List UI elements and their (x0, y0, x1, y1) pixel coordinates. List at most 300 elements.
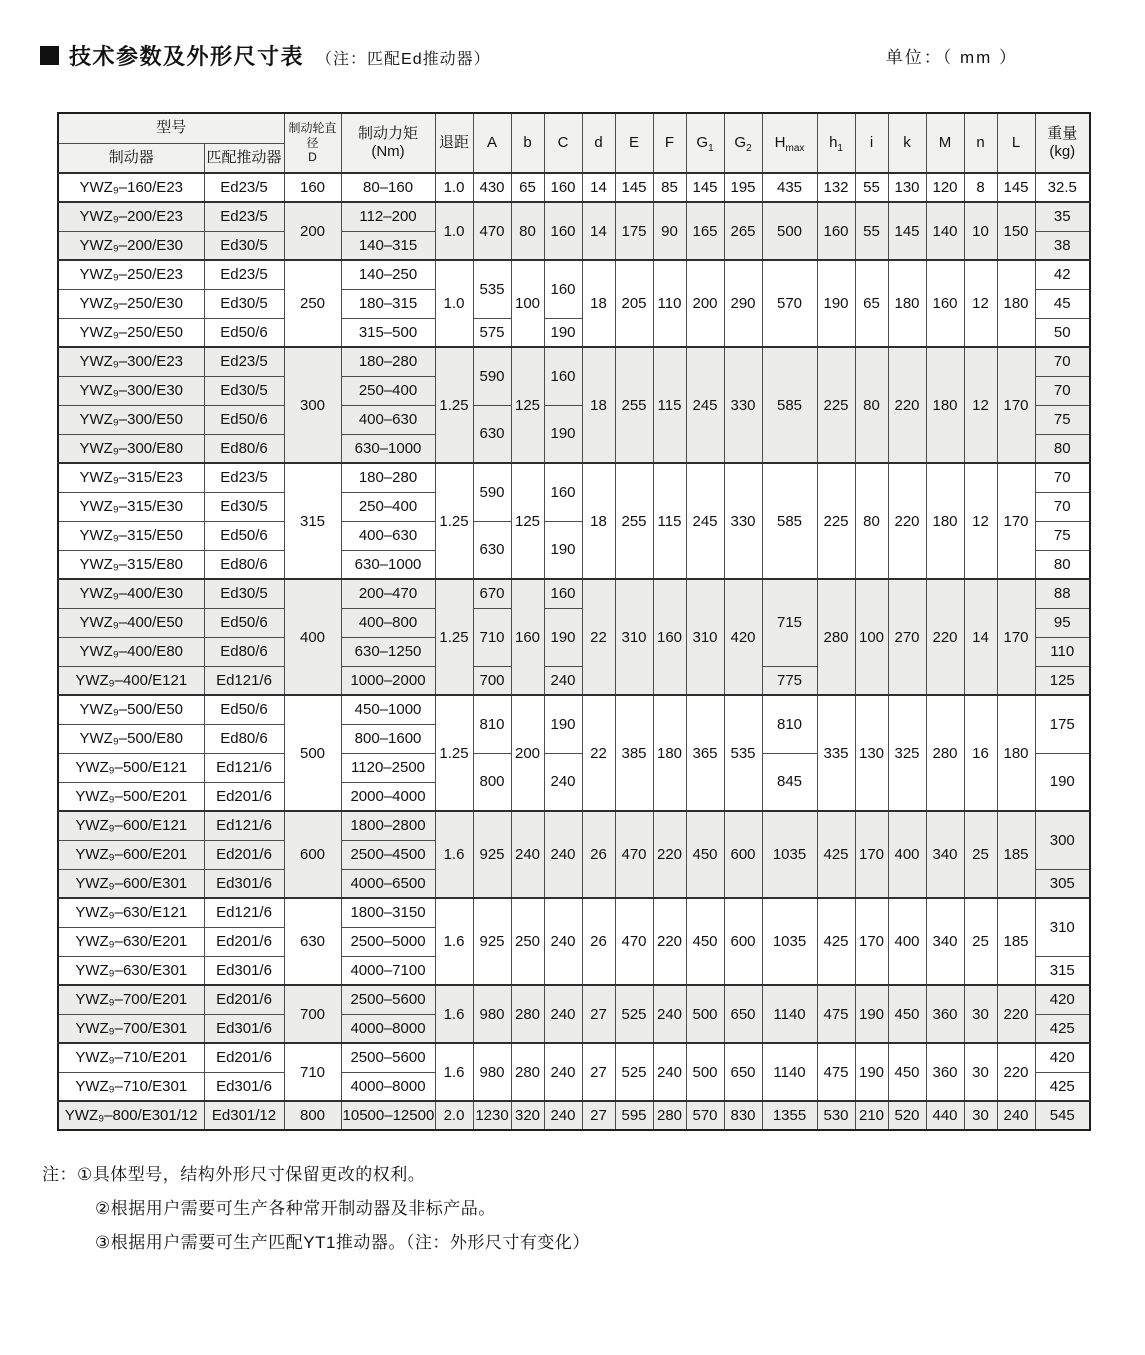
table-cell: 30 (964, 1101, 997, 1130)
table-cell: 160 (544, 347, 582, 405)
table-cell: 2.0 (435, 1101, 473, 1130)
table-cell: 810 (473, 695, 511, 753)
col-header-C: C (544, 113, 582, 173)
table-cell: 700 (473, 666, 511, 695)
table-cell: 240 (544, 753, 582, 811)
table-cell: 165 (686, 202, 724, 260)
table-cell: 330 (724, 463, 762, 579)
table-cell: 810 (762, 695, 817, 753)
table-cell: 320 (511, 1101, 544, 1130)
table-cell: Ed30/5 (204, 579, 284, 608)
table-cell: 800–1600 (341, 724, 435, 753)
table-cell: 400 (284, 579, 341, 695)
table-cell: 525 (615, 985, 653, 1043)
table-cell: 240 (544, 666, 582, 695)
model-cell: YWZ₉–315/E30 (58, 492, 204, 521)
table-cell: 265 (724, 202, 762, 260)
table-cell: 240 (544, 985, 582, 1043)
table-cell: 385 (615, 695, 653, 811)
table-cell: 45 (1035, 289, 1090, 318)
table-row (58, 695, 1090, 724)
table-cell: 255 (615, 463, 653, 579)
table-cell: Ed50/6 (204, 608, 284, 637)
table-cell: 26 (582, 811, 615, 898)
table-cell: 630 (284, 898, 341, 985)
table-cell: 590 (473, 347, 511, 405)
model-cell: YWZ₉–315/E50 (58, 521, 204, 550)
table-cell: 30 (964, 985, 997, 1043)
table-cell: 65 (855, 260, 888, 347)
table-cell: 450 (888, 1043, 926, 1101)
table-cell: 670 (473, 579, 511, 608)
col-header-weight: 重量 (kg) (1035, 113, 1090, 173)
table-cell: 16 (964, 695, 997, 811)
table-cell: 190 (1035, 753, 1090, 811)
table-cell: 475 (817, 985, 855, 1043)
table-cell: 42 (1035, 260, 1090, 289)
table-cell: 12 (964, 347, 997, 463)
table-cell: 190 (544, 695, 582, 753)
table-cell: 160 (653, 579, 686, 695)
table-cell: 595 (615, 1101, 653, 1130)
table-cell: 190 (544, 608, 582, 666)
table-cell: 55 (855, 173, 888, 202)
table-cell: 190 (817, 260, 855, 347)
col-header-L: L (997, 113, 1035, 173)
model-cell: YWZ₉–300/E23 (58, 347, 204, 376)
table-cell: 290 (724, 260, 762, 347)
table-cell: 170 (855, 898, 888, 985)
table-cell: 475 (817, 1043, 855, 1101)
table-cell: 18 (582, 463, 615, 579)
table-cell: 2000–4000 (341, 782, 435, 811)
table-cell: 310 (615, 579, 653, 695)
table-cell: 1.25 (435, 695, 473, 811)
table-cell: Ed301/6 (204, 956, 284, 985)
table-cell: 1.6 (435, 985, 473, 1043)
table-cell: 220 (888, 463, 926, 579)
col-header-model: 型号 (58, 113, 284, 143)
table-cell: Ed80/6 (204, 724, 284, 753)
table-cell: 1230 (473, 1101, 511, 1130)
table-cell: 1140 (762, 985, 817, 1043)
model-cell: YWZ₉–250/E23 (58, 260, 204, 289)
table-cell: 1035 (762, 898, 817, 985)
table-cell: Ed301/6 (204, 1014, 284, 1043)
table-cell: Ed301/6 (204, 1072, 284, 1101)
table-cell: Ed23/5 (204, 260, 284, 289)
col-header-k: k (888, 113, 926, 173)
table-cell: 2500–5600 (341, 985, 435, 1014)
model-cell: YWZ₉–800/E301/12 (58, 1101, 204, 1130)
model-cell: YWZ₉–315/E80 (58, 550, 204, 579)
table-cell: 50 (1035, 318, 1090, 347)
spec-table (57, 112, 1091, 1131)
table-cell: 22 (582, 579, 615, 695)
table-cell: Ed301/6 (204, 869, 284, 898)
table-cell: 530 (817, 1101, 855, 1130)
table-cell: 220 (653, 898, 686, 985)
table-cell: 175 (1035, 695, 1090, 753)
table-cell: 132 (817, 173, 855, 202)
table-cell: 650 (724, 1043, 762, 1101)
table-cell: 1800–2800 (341, 811, 435, 840)
table-cell: 190 (544, 405, 582, 463)
model-cell: YWZ₉–315/E23 (58, 463, 204, 492)
table-cell: 35 (1035, 202, 1090, 231)
table-cell: 240 (544, 898, 582, 985)
col-header-i: i (855, 113, 888, 173)
table-cell: 1.0 (435, 260, 473, 347)
table-cell: 250–400 (341, 492, 435, 521)
col-header-G1: $G_1$ (686, 113, 724, 173)
table-cell: 185 (997, 811, 1035, 898)
table-cell: 315 (284, 463, 341, 579)
table-cell: 220 (997, 1043, 1035, 1101)
table-cell: 18 (582, 347, 615, 463)
table-cell: Ed121/6 (204, 811, 284, 840)
table-cell: 535 (724, 695, 762, 811)
table-cell: 2500–4500 (341, 840, 435, 869)
col-header-torque: 制动力矩 (Nm) (341, 113, 435, 173)
table-cell: Ed121/6 (204, 898, 284, 927)
col-header-M: M (926, 113, 964, 173)
table-cell: 130 (888, 173, 926, 202)
table-cell: 710 (473, 608, 511, 666)
model-cell: YWZ₉–160/E23 (58, 173, 204, 202)
table-cell: 80 (855, 463, 888, 579)
table-cell: 85 (653, 173, 686, 202)
table-cell: 145 (686, 173, 724, 202)
table-cell: Ed23/5 (204, 173, 284, 202)
table-cell: 32.5 (1035, 173, 1090, 202)
model-cell: YWZ₉–700/E201 (58, 985, 204, 1014)
table-cell: 180 (653, 695, 686, 811)
model-cell: YWZ₉–400/E121 (58, 666, 204, 695)
table-cell: 225 (817, 347, 855, 463)
table-cell: 280 (817, 579, 855, 695)
table-row (58, 579, 1090, 608)
table-cell: 190 (855, 985, 888, 1043)
table-cell: 845 (762, 753, 817, 811)
model-cell: YWZ₉–700/E301 (58, 1014, 204, 1043)
table-cell: Ed121/6 (204, 753, 284, 782)
table-cell: 10 (964, 202, 997, 260)
col-header-brake: 制动器 (58, 143, 204, 173)
table-cell: 30 (964, 1043, 997, 1101)
table-cell: 1000–2000 (341, 666, 435, 695)
model-cell: YWZ₉–250/E30 (58, 289, 204, 318)
table-cell: 190 (855, 1043, 888, 1101)
table-cell: 170 (997, 347, 1035, 463)
table-cell: 715 (762, 579, 817, 666)
table-cell: 140–250 (341, 260, 435, 289)
table-cell: 75 (1035, 521, 1090, 550)
col-header-thruster: 匹配推动器 (204, 143, 284, 173)
table-cell: 8 (964, 173, 997, 202)
table-cell: 710 (284, 1043, 341, 1101)
table-cell: 200–470 (341, 579, 435, 608)
table-cell: 27 (582, 1101, 615, 1130)
table-cell: 450–1000 (341, 695, 435, 724)
table-cell: 22 (582, 695, 615, 811)
table-cell: 500 (284, 695, 341, 811)
model-cell: YWZ₉–600/E121 (58, 811, 204, 840)
page-title: 技术参数及外形尺寸表 (69, 44, 305, 69)
table-row (58, 463, 1090, 492)
table-cell: 1800–3150 (341, 898, 435, 927)
table-cell: 90 (653, 202, 686, 260)
table-cell: 240 (653, 1043, 686, 1101)
table-cell: 170 (997, 463, 1035, 579)
col-header-d: d (582, 113, 615, 173)
table-cell: 205 (615, 260, 653, 347)
model-cell: YWZ₉–400/E30 (58, 579, 204, 608)
table-cell: 180–280 (341, 347, 435, 376)
table-cell: 95 (1035, 608, 1090, 637)
table-cell: 27 (582, 1043, 615, 1101)
table-cell: 4000–8000 (341, 1014, 435, 1043)
table-cell: 4000–8000 (341, 1072, 435, 1101)
table-cell: Ed30/5 (204, 492, 284, 521)
model-cell: YWZ₉–400/E50 (58, 608, 204, 637)
table-cell: 925 (473, 811, 511, 898)
col-header-E: E (615, 113, 653, 173)
table-cell: 220 (926, 579, 964, 695)
table-cell: 170 (855, 811, 888, 898)
table-cell: 315–500 (341, 318, 435, 347)
table-cell: 80 (1035, 434, 1090, 463)
table-cell: 70 (1035, 376, 1090, 405)
table-cell: 160 (817, 202, 855, 260)
table-cell: 180–315 (341, 289, 435, 318)
table-cell: 160 (511, 579, 544, 695)
table-row (58, 173, 1090, 202)
model-cell: YWZ₉–630/E201 (58, 927, 204, 956)
table-cell: 200 (686, 260, 724, 347)
table-cell: 12 (964, 463, 997, 579)
table-cell: 245 (686, 347, 724, 463)
table-cell: 280 (926, 695, 964, 811)
table-row (58, 202, 1090, 231)
table-header (58, 113, 1090, 173)
table-cell: 14 (582, 202, 615, 260)
table-cell: 125 (511, 463, 544, 579)
model-cell: YWZ₉–500/E50 (58, 695, 204, 724)
table-cell: 800 (473, 753, 511, 811)
table-cell: 1.6 (435, 898, 473, 985)
table-cell: 200 (511, 695, 544, 811)
table-cell: 420 (1035, 985, 1090, 1014)
table-cell: 1.6 (435, 811, 473, 898)
table-cell: 180 (888, 260, 926, 347)
table-cell: 315 (1035, 956, 1090, 985)
table-cell: 470 (615, 811, 653, 898)
table-cell: 360 (926, 985, 964, 1043)
model-cell: YWZ₉–300/E50 (58, 405, 204, 434)
table-cell: 1355 (762, 1101, 817, 1130)
table-row (58, 1101, 1090, 1130)
model-cell: YWZ₉–630/E121 (58, 898, 204, 927)
table-cell: 80–160 (341, 173, 435, 202)
table-cell: 80 (855, 347, 888, 463)
table-cell: 1.25 (435, 347, 473, 463)
table-cell: 100 (855, 579, 888, 695)
table-cell: 430 (473, 173, 511, 202)
table-cell: 1.25 (435, 463, 473, 579)
table-cell: 575 (473, 318, 511, 347)
table-cell: Ed30/5 (204, 376, 284, 405)
table-row (58, 1043, 1090, 1072)
table-cell: Ed201/6 (204, 1043, 284, 1072)
table-cell: 400–630 (341, 405, 435, 434)
col-header-G2: $G_2$ (724, 113, 762, 173)
table-cell: 400 (888, 898, 926, 985)
table-row (58, 260, 1090, 289)
table-cell: 160 (544, 202, 582, 260)
table-cell: 335 (817, 695, 855, 811)
table-cell: 160 (284, 173, 341, 202)
table-cell: 110 (653, 260, 686, 347)
table-cell: Ed50/6 (204, 521, 284, 550)
model-cell: YWZ₉–500/E201 (58, 782, 204, 811)
table-cell: 310 (686, 579, 724, 695)
table-cell: Ed50/6 (204, 318, 284, 347)
table-cell: 240 (511, 811, 544, 898)
table-cell: 470 (473, 202, 511, 260)
table-row (58, 347, 1090, 376)
table-cell: 600 (284, 811, 341, 898)
table-cell: 1.0 (435, 202, 473, 260)
table-cell: 250–400 (341, 376, 435, 405)
table-cell: 450 (686, 811, 724, 898)
table-cell: 65 (511, 173, 544, 202)
note-item: ③根据用户需要可生产匹配YT1推动器。（注：外形尺寸有变化） (95, 1233, 590, 1252)
table-cell: 525 (615, 1043, 653, 1101)
table-cell: 280 (653, 1101, 686, 1130)
table-cell: 300 (1035, 811, 1090, 869)
model-cell: YWZ₉–600/E201 (58, 840, 204, 869)
table-cell: 520 (888, 1101, 926, 1130)
table-cell: Ed80/6 (204, 637, 284, 666)
table-cell: 220 (888, 347, 926, 463)
title-row (40, 40, 1103, 71)
table-cell: 115 (653, 463, 686, 579)
table-cell: 130 (855, 695, 888, 811)
table-row (58, 985, 1090, 1014)
table-cell: 925 (473, 898, 511, 985)
table-cell: 200 (284, 202, 341, 260)
table-cell: 400 (888, 811, 926, 898)
table-cell: 500 (686, 1043, 724, 1101)
table-cell: 180–280 (341, 463, 435, 492)
table-cell: 300 (284, 347, 341, 463)
table-cell: 425 (817, 898, 855, 985)
header-row (58, 113, 1090, 143)
unit-label: 单位：（ mm ） (885, 48, 1018, 67)
table-cell: 14 (582, 173, 615, 202)
table-cell: 18 (582, 260, 615, 347)
table-cell: 1035 (762, 811, 817, 898)
table-cell: 160 (544, 260, 582, 318)
page-title-note: （注：匹配Ed推动器） (316, 51, 491, 68)
table-cell: 470 (615, 898, 653, 985)
table-cell: 160 (544, 463, 582, 521)
table-cell: 630 (473, 405, 511, 463)
table-cell: 115 (653, 347, 686, 463)
model-cell: YWZ₉–710/E301 (58, 1072, 204, 1101)
table-cell: Ed30/5 (204, 289, 284, 318)
table-cell: 585 (762, 463, 817, 579)
table-cell: 14 (964, 579, 997, 695)
table-cell: Ed121/6 (204, 666, 284, 695)
table-cell: 160 (544, 173, 582, 202)
table-cell: 125 (1035, 666, 1090, 695)
table-cell: 245 (686, 463, 724, 579)
table-cell: 585 (762, 347, 817, 463)
model-cell: YWZ₉–630/E301 (58, 956, 204, 985)
table-cell: 255 (615, 347, 653, 463)
table-cell: 450 (888, 985, 926, 1043)
model-cell: YWZ₉–500/E121 (58, 753, 204, 782)
table-cell: Ed301/12 (204, 1101, 284, 1130)
col-header-n: n (964, 113, 997, 173)
note-label: 注： (42, 1165, 77, 1184)
table-cell: 210 (855, 1101, 888, 1130)
table-cell: 425 (1035, 1014, 1090, 1043)
table-cell: 180 (926, 463, 964, 579)
model-cell: YWZ₉–500/E80 (58, 724, 204, 753)
table-cell: 175 (615, 202, 653, 260)
table-cell: Ed23/5 (204, 347, 284, 376)
table-cell: 140–315 (341, 231, 435, 260)
table-row (58, 898, 1090, 927)
table-cell: 250 (284, 260, 341, 347)
table-cell: 2500–5600 (341, 1043, 435, 1072)
table-cell: Ed50/6 (204, 695, 284, 724)
table-cell: 55 (855, 202, 888, 260)
table-cell: 310 (1035, 898, 1090, 956)
table-cell: 225 (817, 463, 855, 579)
table-cell: 330 (724, 347, 762, 463)
table-cell: 25 (964, 898, 997, 985)
table-cell: 195 (724, 173, 762, 202)
table-cell: 70 (1035, 347, 1090, 376)
table-cell: 435 (762, 173, 817, 202)
table-cell: 240 (653, 985, 686, 1043)
table-cell: 630–1000 (341, 434, 435, 463)
model-cell: YWZ₉–200/E23 (58, 202, 204, 231)
table-cell: 4000–6500 (341, 869, 435, 898)
table-cell: 27 (582, 985, 615, 1043)
table-cell: 425 (1035, 1072, 1090, 1101)
table-cell: Ed80/6 (204, 550, 284, 579)
table-cell: 305 (1035, 869, 1090, 898)
table-cell: 240 (544, 811, 582, 898)
model-cell: YWZ₉–400/E80 (58, 637, 204, 666)
table-cell: 125 (511, 347, 544, 463)
col-header-h1: $h_1$ (817, 113, 855, 173)
table-cell: 170 (997, 579, 1035, 695)
table-cell: 220 (653, 811, 686, 898)
table-cell: 420 (1035, 1043, 1090, 1072)
table-cell: 800 (284, 1101, 341, 1130)
table-cell: 145 (888, 202, 926, 260)
table-cell: 1140 (762, 1043, 817, 1101)
table-cell: 700 (284, 985, 341, 1043)
table-cell: 650 (724, 985, 762, 1043)
col-header-Hmax: $H_{max}$ (762, 113, 817, 173)
